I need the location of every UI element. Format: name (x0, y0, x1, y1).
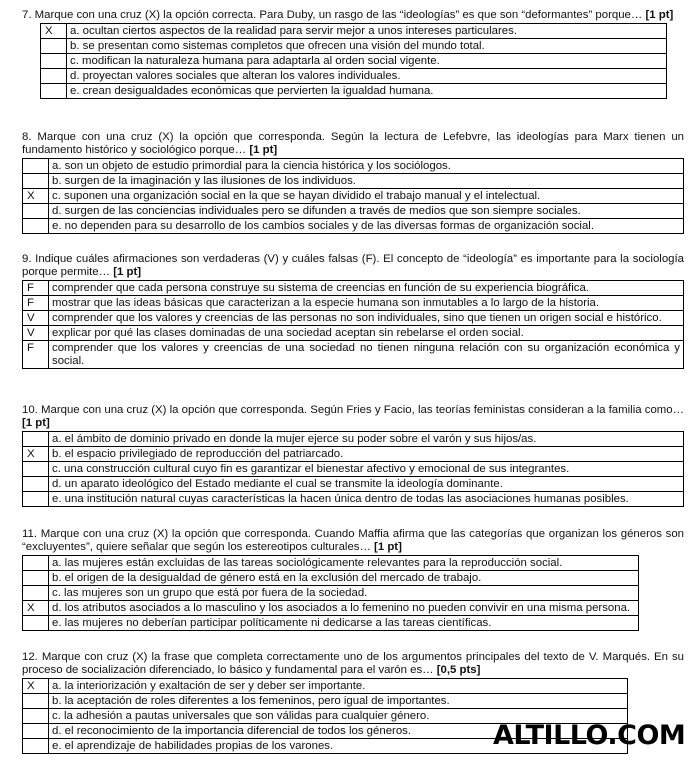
option-text: d. el reconocimiento de la importancia diferencial de todos los géneros. (49, 724, 628, 739)
answer-mark-cell[interactable] (41, 84, 67, 99)
options-table (22, 431, 684, 507)
option-row (41, 69, 667, 84)
option-text: comprender que cada persona construye su sistema de creencias en función de su experiencia biográfica. (49, 281, 684, 296)
option-text: e. el aprendizaje de habilidades propias de los varones. (49, 739, 628, 754)
option-row (41, 84, 667, 99)
option-text: a. el ámbito de dominio privado en donde la mujer ejerce su poder sobre el varón y sus hijos/as. (49, 432, 684, 447)
option-text: a. son un objeto de estudio primordial para la ciencia histórica y los sociólogos. (49, 159, 684, 174)
option-row (23, 586, 639, 601)
question-points: [0,5 pts] (436, 664, 481, 676)
question-points: [1 pt] (249, 144, 278, 156)
answer-mark-cell[interactable]: F (23, 341, 49, 369)
answer-mark-cell[interactable] (23, 432, 49, 447)
question-7 (22, 9, 684, 99)
answer-mark-cell[interactable]: X (23, 189, 49, 204)
question-prompt: 9. Indique cuáles afirmaciones son verdaderas (V) y cuáles falsas (F). El concepto de “ideología” es importante para la sociología porque permite… (22, 253, 684, 278)
option-text: explicar por qué las clases dominadas de una sociedad aceptan sin rebelarse el orden social. (49, 326, 684, 341)
option-row (23, 432, 684, 447)
option-text: comprender que los valores y creencias de una sociedad no tienen ninguna relación con su organización económica y social. (49, 341, 684, 369)
option-text: c. una construcción cultural cuyo fin es garantizar el bienestar afectivo y emocional de sus integrantes. (49, 462, 684, 477)
options-table (40, 23, 667, 99)
option-text: b. el origen de la desigualdad de género está en la exclusión del mercado de trabajo. (49, 571, 639, 586)
option-row (23, 341, 684, 369)
question-9 (22, 253, 684, 369)
option-row (23, 326, 684, 341)
option-text: b. la aceptación de roles diferentes a los femeninos, pero igual de importantes. (49, 694, 628, 709)
answer-mark-cell[interactable]: V (23, 326, 49, 341)
option-row (23, 616, 639, 631)
option-text: c. modifican la naturaleza humana para adaptarla al orden social vigente. (67, 54, 667, 69)
answer-mark-cell[interactable] (23, 477, 49, 492)
answer-mark-cell[interactable] (23, 709, 49, 724)
option-text: mostrar que las ideas básicas que caracterizan a la especie humana son inmutables a lo largo de la historia. (49, 296, 684, 311)
option-row (23, 694, 628, 709)
answer-mark-cell[interactable] (23, 159, 49, 174)
option-row (23, 159, 684, 174)
option-text: d. surgen de las conciencias individuales pero se difunden a través de medios que son siempre sociales. (49, 204, 684, 219)
option-row (23, 556, 639, 571)
answer-mark-cell[interactable]: X (23, 601, 49, 616)
question-prompt: 7. Marque con una cruz (X) la opción correcta. Para Duby, un rasgo de las “ideologías” es que son “deformantes” porque… (22, 9, 643, 21)
option-row (41, 54, 667, 69)
option-text: b. se presentan como sistemas completos que ofrecen una visión del mundo total. (67, 39, 667, 54)
option-text: e. las mujeres no deberían participar políticamente ni dedicarse a las tareas científicas. (49, 616, 639, 631)
option-text: e. crean desigualdades económicas que pervierten la igualdad humana. (67, 84, 667, 99)
option-text: d. los atributos asociados a lo masculino y los asociados a lo femenino no pueden convivir en una misma persona. (49, 601, 639, 616)
question-text (22, 253, 684, 279)
option-text: b. surgen de la imaginación y las ilusiones de los individuos. (49, 174, 684, 189)
question-points: [1 pt] (22, 417, 50, 429)
option-row (41, 24, 667, 39)
option-text: c. las mujeres son un grupo que está por fuera de la sociedad. (49, 586, 639, 601)
answer-mark-cell[interactable] (41, 54, 67, 69)
question-text (22, 528, 684, 554)
answer-mark-cell[interactable]: F (23, 281, 49, 296)
option-text: b. el espacio privilegiado de reproducción del patriarcado. (49, 447, 684, 462)
answer-mark-cell[interactable]: X (23, 447, 49, 462)
option-text: d. proyectan valores sociales que alteran los valores individuales. (67, 69, 667, 84)
answer-mark-cell[interactable] (23, 616, 49, 631)
option-row (23, 462, 684, 477)
answer-mark-cell[interactable] (23, 462, 49, 477)
answer-mark-cell[interactable]: X (23, 679, 49, 694)
answer-mark-cell[interactable] (23, 739, 49, 754)
option-row (23, 174, 684, 189)
question-prompt: 10. Marque con una cruz (X) la opción que corresponda. Según Fries y Facio, las teorías feministas consideran a la familia como… (22, 404, 684, 416)
option-text: a. la interiorización y exaltación de ser y deber ser importante. (49, 679, 628, 694)
option-row (23, 189, 684, 204)
option-row (23, 601, 639, 616)
answer-mark-cell[interactable] (23, 492, 49, 507)
options-table (22, 158, 684, 234)
answer-mark-cell[interactable] (23, 219, 49, 234)
question-8 (22, 131, 684, 234)
question-text (22, 131, 684, 157)
question-prompt: 11. Marque con una cruz (X) la opción que corresponda. Cuando Maffia afirma que las categorías que organizan los géneros son “excluyentes”, quiere señalar que según los estereotipos culturales… (22, 528, 684, 553)
option-text: c. suponen una organización social en la que se hayan dividido el trabajo manual y el intelectual. (49, 189, 684, 204)
answer-mark-cell[interactable] (23, 586, 49, 601)
option-row (23, 204, 684, 219)
watermark-logo: ALTILLO.COM (493, 720, 686, 751)
answer-mark-cell[interactable] (23, 174, 49, 189)
option-row (41, 39, 667, 54)
option-row (23, 311, 684, 326)
question-prompt: 12. Marque con cruz (X) la frase que completa correctamente uno de los argumentos principales del texto de V. Marqués. En su proceso de socialización diferenciado, lo básico y fundamental para el varón es… (22, 651, 684, 676)
options-table (22, 555, 639, 631)
answer-mark-cell[interactable] (41, 69, 67, 84)
option-row (23, 296, 684, 311)
option-text: e. no dependen para su desarrollo de los cambios sociales y de las diversas formas de organización social. (49, 219, 684, 234)
question-points: [1 pt] (645, 9, 674, 21)
option-row (23, 571, 639, 586)
answer-mark-cell[interactable] (23, 694, 49, 709)
option-text: e. una institución natural cuyas características la hacen única dentro de todas las asociaciones humanas posibles. (49, 492, 684, 507)
answer-mark-cell[interactable] (23, 204, 49, 219)
option-row (23, 281, 684, 296)
option-row (23, 477, 684, 492)
question-10 (22, 404, 684, 507)
option-text: d. un aparato ideológico del Estado mediante el cual se transmite la ideología dominante. (49, 477, 684, 492)
answer-mark-cell[interactable] (23, 571, 49, 586)
answer-mark-cell[interactable] (41, 39, 67, 54)
question-points: [1 pt] (113, 266, 142, 278)
question-11 (22, 528, 684, 631)
option-text: c. la adhesión a pautas universales que son válidas para cualquier género. (49, 709, 628, 724)
option-text: a. ocultan ciertos aspectos de la realidad para servir mejor a unos intereses particulares. (67, 24, 667, 39)
option-row (23, 679, 628, 694)
answer-mark-cell[interactable]: F (23, 296, 49, 311)
option-text: a. las mujeres están excluidas de las tareas sociológicamente relevantes para la reproducción social. (49, 556, 639, 571)
option-row (23, 447, 684, 462)
option-text: comprender que los valores y creencias de las personas no son individuales, sino que tienen un origen social e histórico. (49, 311, 684, 326)
answer-mark-cell[interactable] (23, 556, 49, 571)
question-text (22, 404, 684, 430)
question-points: [1 pt] (374, 541, 402, 553)
options-table (22, 280, 684, 369)
question-text (22, 651, 684, 677)
answer-mark-cell[interactable]: V (23, 311, 49, 326)
question-text (22, 9, 684, 22)
option-row (23, 219, 684, 234)
option-row (23, 492, 684, 507)
answer-mark-cell[interactable] (23, 724, 49, 739)
answer-mark-cell[interactable]: X (41, 24, 67, 39)
question-prompt: 8. Marque con una cruz (X) la opción que corresponda. Según la lectura de Lefebvre, las ideologías para Marx tienen un fundamento histórico y sociológico porque… (22, 131, 684, 156)
